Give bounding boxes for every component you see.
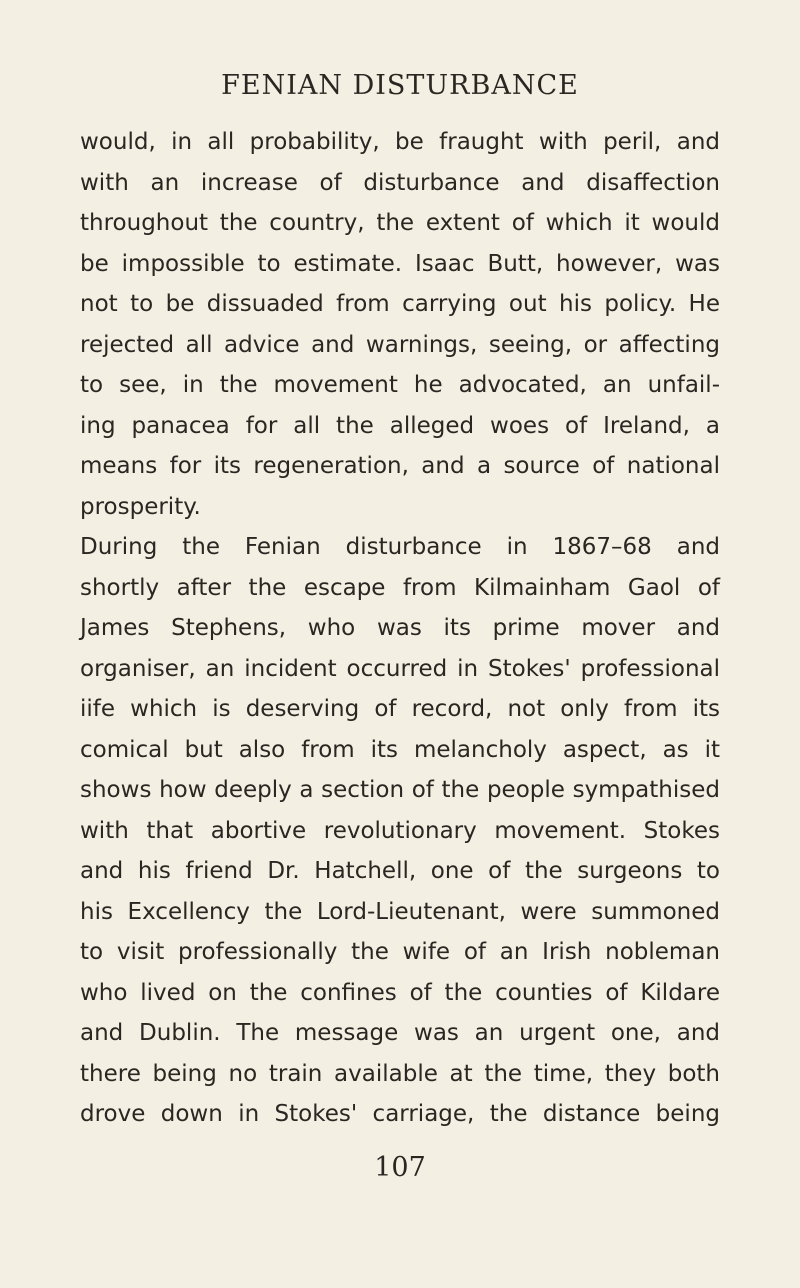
text-line: shortly after the escape from Kilmainham Gaol of bbox=[80, 574, 720, 601]
text-line: organiser, an incident occurred in Stokes' professional bbox=[80, 655, 720, 682]
text-line: shows how deeply a section of the people sympathised bbox=[80, 777, 720, 803]
text-line: iife which is deserving of record, not only from its bbox=[80, 696, 720, 722]
text-line: with that abortive revolutionary movement. Stokes bbox=[80, 817, 720, 844]
text-line: ing panacea for all the alleged woes of Ireland, a bbox=[80, 412, 720, 439]
text-line: to visit professionally the wife of an Irish nobleman bbox=[80, 939, 720, 965]
text-line: with an increase of disturbance and disaffection bbox=[80, 169, 720, 196]
text-line: not to be dissuaded from carrying out his policy. He bbox=[80, 291, 720, 317]
text-line: throughout the country, the extent of which it would bbox=[80, 210, 720, 236]
text-line: rejected all advice and warnings, seeing, or affecting bbox=[80, 331, 720, 358]
text-line: who lived on the confines of the counties of Kildare bbox=[80, 979, 720, 1006]
text-line: and his friend Dr. Hatchell, one of the surgeons to bbox=[80, 858, 720, 884]
body-text bbox=[80, 122, 720, 1135]
text-line: drove down in Stokes' carriage, the distance being bbox=[80, 1101, 720, 1127]
running-title: FENIAN DISTURBANCE bbox=[221, 70, 579, 101]
text-line: be impossible to estimate. Isaac Butt, however, was bbox=[80, 250, 720, 277]
text-line: James Stephens, who was its prime mover and bbox=[80, 615, 720, 641]
text-line: there being no train available at the time, they both bbox=[80, 1060, 720, 1087]
text-line: prosperity. bbox=[80, 493, 201, 520]
text-line: and Dublin. The message was an urgent one, and bbox=[80, 1020, 720, 1046]
text-line: means for its regeneration, and a source of national bbox=[80, 453, 720, 479]
text-line: to see, in the movement he advocated, an unfail- bbox=[80, 372, 720, 398]
text-line: comical but also from its melancholy aspect, as it bbox=[80, 736, 720, 763]
page-number: 107 bbox=[374, 1152, 426, 1183]
text-line: his Excellency the Lord-Lieutenant, were summoned bbox=[80, 898, 720, 925]
text-line: would, in all probability, be fraught with peril, and bbox=[80, 129, 720, 155]
text-line: During the Fenian disturbance in 1867–68 and bbox=[80, 534, 720, 560]
